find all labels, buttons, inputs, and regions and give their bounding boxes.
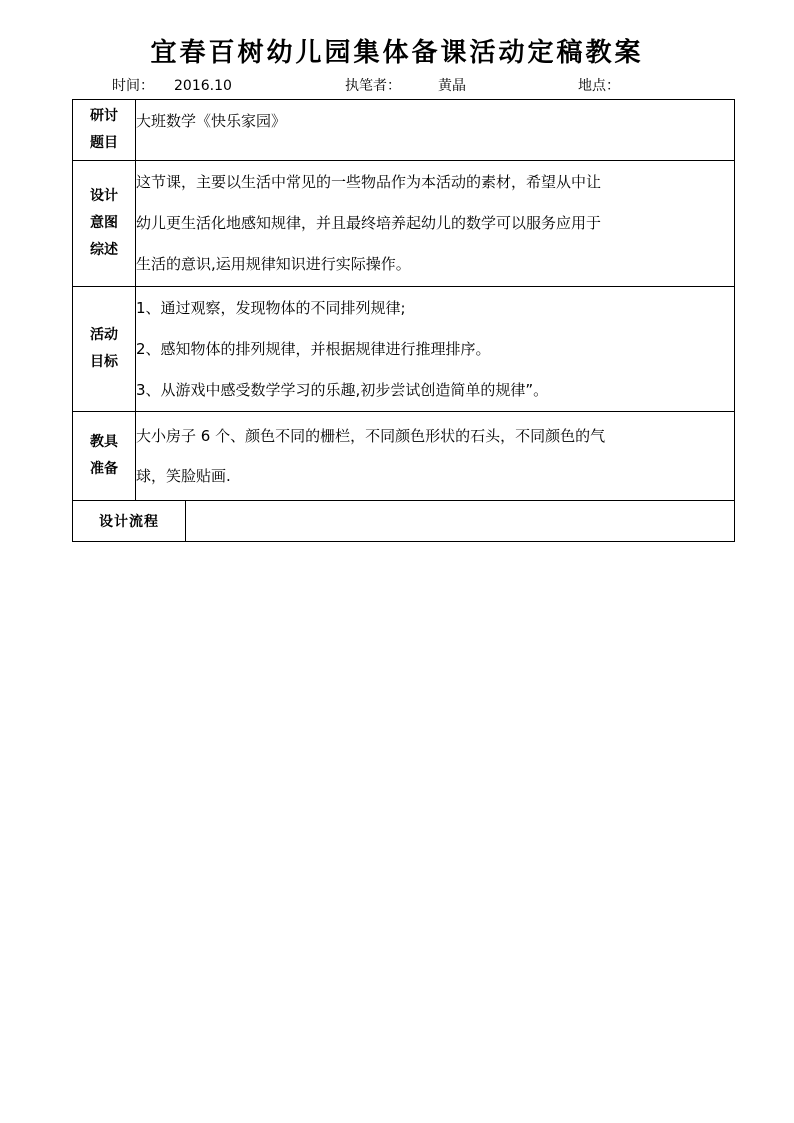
topic-content-cell (136, 100, 735, 161)
tools-label-line2: 准备 (90, 461, 118, 477)
intent-row (73, 161, 735, 287)
flow-row (73, 501, 735, 542)
intent-content-cell (136, 161, 735, 287)
flow-label-cell: 设计流程 (73, 501, 186, 542)
document-meta (0, 76, 794, 96)
goals-label-line2: 目标 (90, 354, 118, 370)
topic-label-line1: 研讨 (90, 108, 118, 124)
flow-content-cell (186, 501, 735, 542)
topic-row (73, 100, 735, 161)
author-label: 执笔者： (345, 78, 401, 94)
topic-label-cell (73, 100, 136, 161)
goals-row (73, 287, 735, 412)
time-value: 2016.10 (174, 78, 232, 94)
topic-text: 大班数学《快乐家园》 (136, 112, 287, 130)
intent-label-line3: 综述 (90, 242, 118, 258)
tools-line: 大小房子 6 个、颜色不同的栅栏，不同颜色形状的石头，不同颜色的气 (136, 427, 606, 445)
goals-label-line1: 活动 (90, 327, 118, 343)
author-value: 黄晶 (438, 78, 466, 94)
time-label: 时间： (112, 78, 154, 94)
tools-label-line1: 教具 (90, 434, 118, 450)
intent-label-cell (73, 161, 136, 287)
goal-item: 3、从游戏中感受数学学习的乐趣,初步尝试创造简单的规律”。 (136, 380, 549, 399)
goal-item: 1、通过观察，发现物体的不同排列规律; (136, 298, 406, 317)
lesson-plan-table (72, 99, 735, 542)
tools-label-cell (73, 412, 136, 501)
intent-line: 生活的意识,运用规律知识进行实际操作。 (136, 255, 411, 273)
tools-line: 球，笑脸贴画. (136, 467, 231, 485)
tools-row (73, 412, 735, 501)
place-label: 地点： (578, 78, 620, 94)
intent-label-line2: 意图 (90, 215, 118, 231)
intent-line: 这节课，主要以生活中常见的一些物品作为本活动的素材，希望从中让 (136, 173, 602, 191)
intent-label-line1: 设计 (90, 188, 118, 204)
tools-content-cell (136, 412, 735, 501)
goals-label-cell (73, 287, 136, 412)
goals-content-cell (136, 287, 735, 412)
goal-item: 2、感知物体的排列规律，并根据规律进行推理排序。 (136, 339, 491, 358)
intent-line: 幼儿更生活化地感知规律，并且最终培养起幼儿的数学可以服务应用于 (136, 214, 602, 232)
topic-label-line2: 题目 (90, 135, 118, 151)
document-title: 宜春百树幼儿园集体备课活动定稿教案 (150, 38, 644, 68)
